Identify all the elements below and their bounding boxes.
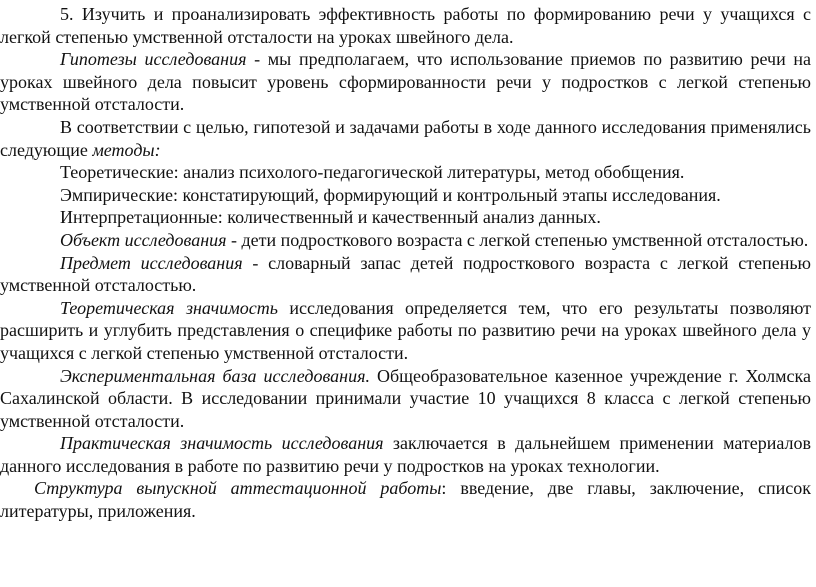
paragraph-text: Теоретические: анализ психолого-педагогической литературы, метод обобщения. — [60, 162, 685, 183]
paragraph-text: - дети подросткового возраста с легкой степенью умственной отсталостью. — [226, 229, 809, 250]
paragraph-object — [0, 229, 811, 252]
paragraph-text: исследования определяется тем, что его результаты позволяют расширить и углубить представления о специфике работы по развитию речи на уроках швейного дела у учащихся с легкой степенью умственной отсталости. — [0, 297, 812, 363]
paragraph-methods-interpretive — [0, 206, 811, 229]
paragraph-methods-intro — [0, 116, 811, 161]
paragraph-text: Общеобразовательное казенное учреждение г. Холмска Сахалинской области. В исследовании принимали участие 10 учащихся 8 класса с легкой степенью умственной отсталости. — [0, 365, 811, 431]
paragraph-lead: Объект исследования — [60, 229, 227, 250]
paragraph-text: : введение, две главы, заключение, список литературы, приложения. — [0, 478, 811, 522]
paragraph-practical-significance — [0, 432, 811, 477]
paragraph-text: Интерпретационные: количественный и качественный анализ данных. — [60, 207, 601, 228]
paragraph-methods-empirical — [0, 184, 811, 207]
paragraph-task-5 — [0, 3, 811, 48]
paragraph-lead: Теоретическая значимость — [60, 297, 278, 318]
paragraph-lead: Практическая значимость исследования — [60, 433, 384, 454]
paragraph-lead: Структура выпускной аттестационной работы — [34, 478, 442, 499]
paragraph-lead: Предмет исследования — [60, 252, 243, 273]
paragraph-theoretical-significance — [0, 297, 811, 365]
paragraph-text: 5. Изучить и проанализировать эффективность работы по формированию речи у учащихся с легкой степенью умственной отсталости на уроках швейного дела. — [0, 4, 811, 47]
paragraph-text: - словарный запас детей подросткового возраста с легкой степенью умственной отсталостью. — [0, 252, 811, 296]
paragraph-hypothesis — [0, 48, 811, 116]
paragraph-text: В соответствии с целью, гипотезой и задачами работы в ходе данного исследования применялись следующие — [0, 116, 811, 160]
paragraph-thesis-structure — [0, 477, 811, 522]
paragraph-text: заключается в дальнейшем применении материалов данного исследования в работе по развитию речи у подростков на уроках технологии. — [0, 433, 811, 476]
paragraph-lead: Экспериментальная база исследования. — [60, 365, 370, 386]
paragraph-trail: методы: — [92, 139, 161, 160]
paragraph-text: - мы предполагаем, что использование приемов по развитию речи на уроках швейного дела повысит уровень сформированности речи у подростков с легкой степенью умственной отсталости. — [0, 49, 811, 115]
paragraph-methods-theoretical — [0, 161, 811, 184]
paragraph-experimental-base — [0, 365, 811, 433]
paragraph-subject — [0, 252, 811, 297]
paragraph-lead: Гипотезы исследования — [60, 49, 247, 70]
paragraph-text: Эмпирические: констатирующий, формирующий и контрольный этапы исследования. — [60, 184, 721, 205]
